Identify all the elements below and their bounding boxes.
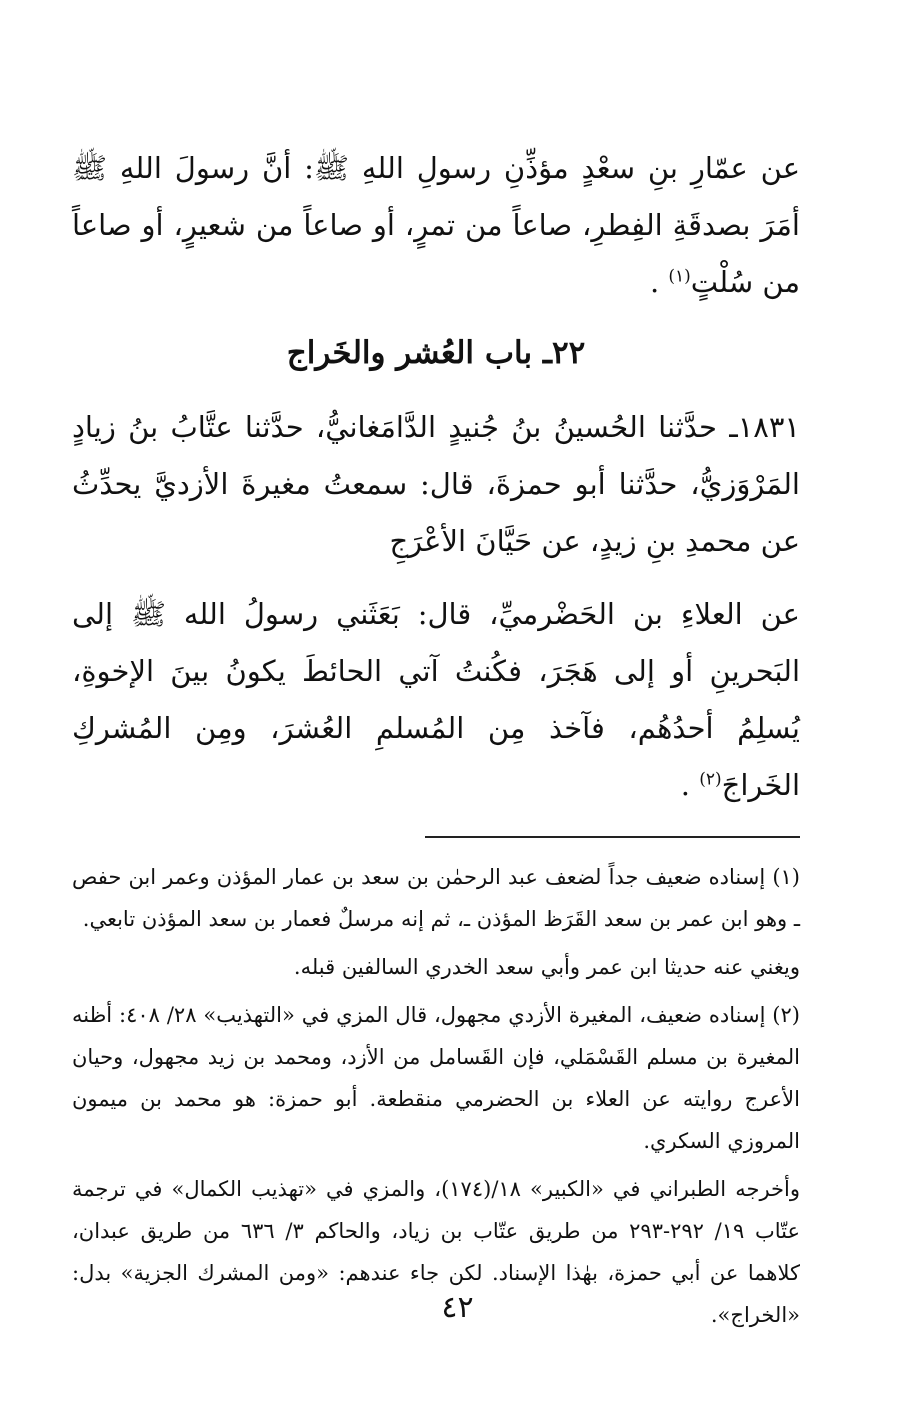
footnote-divider xyxy=(425,836,800,838)
footnotes xyxy=(72,856,800,1336)
footnote-ref-1: (١) xyxy=(668,266,691,287)
page-number: ٤٢ xyxy=(441,1290,474,1325)
footnote-ref-2: (٢) xyxy=(699,769,722,790)
hadith-text-2: عن العلاءِ بن الحَضْرميِّ، قال: بَعَثَني رسولُ الله ﷺ إلى البَحرينِ أو إلى هَجَرَ، فكُنتُ آتي الحائطَ يكونُ بينَ الإخوةِ، يُسلِمُ أحدُهُم، فآخذ مِن المُسلمِ العُشرَ، ومِن المُشركِ الخَراجَ$^{(٢)}$ . xyxy=(72,597,800,802)
footnote-1: (١) إسناده ضعيف جداً لضعف عبد الرحمٰن بن سعد بن عمار المؤذن وعمر ابن حفص ـ وهو ابن عمر بن سعد القَرَظ المؤذن ـ، ثم إنه مرسلٌ فعمار بن سعد المؤذن تابعي. xyxy=(72,865,800,931)
footnote-2: (٢) إسناده ضعيف، المغيرة الأزدي مجهول، قال المزي في «التهذيب» ٢٨/ ٤٠٨: أظنه المغيرة بن مسلم القَسْمَلي، فإن القَسامل من الأزد، ومحمد بن زيد مجهول، وحيان الأعرج روايته عن العلاء بن الحضرمي منقطعة. أبو حمزة: هو محمد بن ميمون المروزي السكري. xyxy=(72,1003,800,1153)
main-text xyxy=(72,140,800,814)
hadith-isnad: ١٨٣١ـ حدَّثنا الحُسينُ بنُ جُنيدٍ الدَّامَغانيُّ، حدَّثنا عتَّابُ بنُ زيادٍ المَرْوَزيُّ، حدَّثنا أبو حمزةَ، قال: سمعتُ مغيرةَ الأزديَّ يحدِّثُ عن محمدِ بنِ زيدٍ، عن حَيَّانَ الأعْرَجِ xyxy=(72,410,800,558)
footnote-1-cont: ويغني عنه حديثا ابن عمر وأبي سعد الخدري السالفين قبله. xyxy=(293,955,800,979)
hadith-text-1: عن عمّارِ بنِ سعْدٍ مؤذِّنِ رسولِ اللهِ ﷺ: أنَّ رسولَ اللهِ ﷺ أمَرَ بصدقَةِ الفِطرِ، صاعاً من تمرٍ، أو صاعاً من شعيرٍ، أو صاعاً من سُلْتٍ$^{(١)}$ . xyxy=(72,151,800,299)
footnote-2-cont: وأخرجه الطبراني في «الكبير» ١٨/(١٧٤)، والمزي في «تهذيب الكمال» في ترجمة عتّاب ١٩/ ٢٩٢-٢٩٣ من طريق عتّاب بن زياد، والحاكم ٣/ ٦٣٦ من طريق عبدان، كلاهما عن أبي حمزة، بهٰذا الإسناد. لكن جاء عندهم: «ومن المشرك الجزية» بدل: «الخراج». xyxy=(72,1177,800,1327)
chapter-heading: ٢٢ـ باب العُشر والخَراج xyxy=(286,335,586,371)
